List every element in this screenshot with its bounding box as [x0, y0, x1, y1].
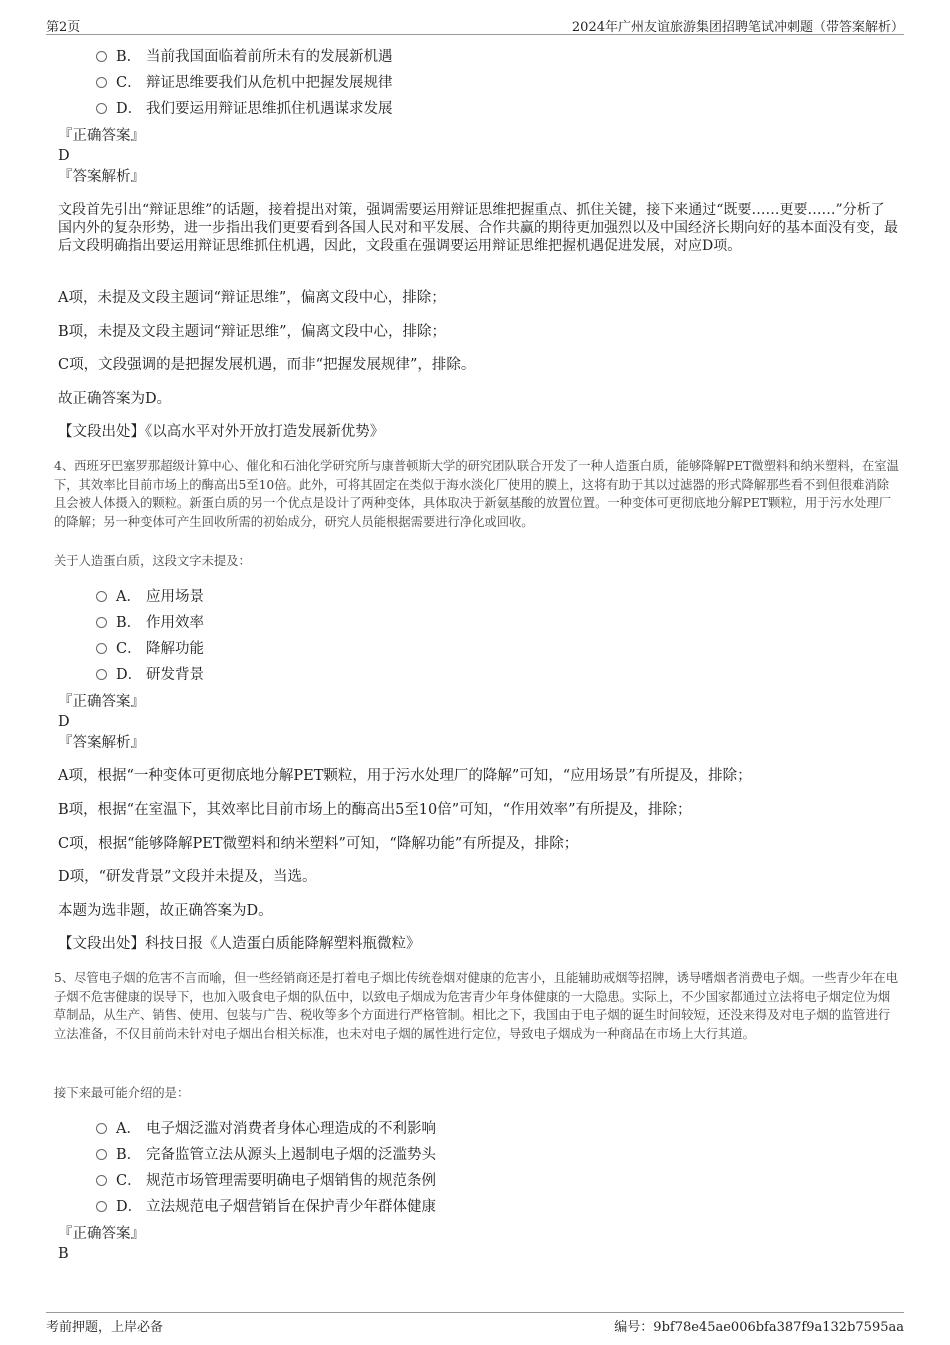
q3-source: 【文段出处】《以高水平对外开放打造发展新优势》	[58, 424, 385, 440]
radio-icon[interactable]	[96, 51, 107, 62]
q5-question: 接下来最可能介绍的是：	[54, 1086, 190, 1100]
q4-stem: 4、西班牙巴塞罗那超级计算中心、催化和石油化学研究所与康普顿斯大学的研究团队联合开发了一种人造蛋白质，能够降解PET微塑料和纳米塑料，在室温下，其效率比目前市场上的酶高出5至10倍。此外，可将其固定在类似于海水淡化厂使用的膜上，这将有助于其以过滤器的形式降解那些看不到但很难消除且会被人体摄入的颗粒。新蛋白质的另一个优点是设计了两种变体，具体取决于新氨基酸的放置位置。一种变体可更彻底地分解PET颗粒，用于污水处理厂的降解；另一种变体可产生回收所需的初始成分，研究人员能根据需要进行净化或回收。	[54, 459, 899, 529]
q3-option-b[interactable]: B． 当前我国面临着前所未有的发展新机遇	[96, 47, 393, 67]
q3-answer: D	[58, 148, 70, 164]
q3-note-c: C项，文段强调的是把握发展机遇，而非“把握发展规律”，排除。	[58, 357, 476, 373]
q5-option-d[interactable]: D． 立法规范电子烟营销旨在保护青少年群体健康	[96, 1197, 436, 1217]
q5-option-b[interactable]: B． 完备监管立法从源头上遏制电子烟的泛滥势头	[96, 1145, 436, 1165]
q3-note-a: A项，未提及文段主题词“辩证思维”，偏离文段中心，排除；	[58, 290, 446, 306]
q5-answer: B	[58, 1246, 69, 1262]
q3-option-c[interactable]: C． 辩证思维要我们从危机中把握发展规律	[96, 73, 393, 93]
q4-note-c: C项，根据“能够降解PET微塑料和纳米塑料”可知，“降解功能”有所提及，排除；	[58, 836, 579, 852]
q3-option-d[interactable]: D． 我们要运用辩证思维抓住机遇谋求发展	[96, 99, 393, 119]
q3-answer-label: 『正确答案』	[58, 128, 145, 144]
radio-icon[interactable]	[96, 103, 107, 114]
radio-icon[interactable]	[96, 77, 107, 88]
radio-icon[interactable]	[96, 643, 107, 654]
q3-analysis-label: 『答案解析』	[58, 169, 145, 185]
q4-option-d[interactable]: D． 研发背景	[96, 665, 204, 685]
q4-answer: D	[58, 714, 70, 730]
q4-answer-label: 『正确答案』	[58, 694, 145, 710]
q3-analysis-text: 文段首先引出“辩证思维”的话题，接着提出对策，强调需要运用辩证思维把握重点、抓住关键，接下来通过“既要……更要……”分析了国内外的复杂形势，进一步指出我们更要看到各国人民对和平发展、合作共赢的期待更加强烈以及中国经济长期向好的基本面没有变，最后文段明确指出要运用辩证思维抓住机遇，因此，文段重在强调要运用辩证思维把握机遇促进发展，对应D项。	[58, 202, 898, 254]
radio-icon[interactable]	[96, 591, 107, 602]
q4-note-b: B项，根据“在室温下，其效率比目前市场上的酶高出5至10倍”可知，“作用效率”有所提及，排除；	[58, 802, 692, 818]
q4-source: 【文段出处】科技日报《人造蛋白质能降解塑料瓶微粒》	[58, 936, 421, 952]
q4-option-b[interactable]: B． 作用效率	[96, 613, 204, 633]
page-number: 第2页	[46, 20, 81, 35]
footer-slogan: 考前押题，上岸必备	[46, 1320, 164, 1335]
radio-icon[interactable]	[96, 669, 107, 680]
q4-note-d: D项，“研发背景”文段并未提及，当选。	[58, 869, 317, 885]
q4-option-a[interactable]: A． 应用场景	[96, 587, 204, 607]
q3-note-b: B项，未提及文段主题词“辩证思维”，偏离文段中心，排除；	[58, 324, 446, 340]
q4-option-c[interactable]: C． 降解功能	[96, 639, 204, 659]
q5-stem: 5、尽管电子烟的危害不言而喻，但一些经销商还是打着电子烟比传统卷烟对健康的危害小，且能辅助戒烟等招牌，诱导嗜烟者消费电子烟。一些青少年在电子烟不危害健康的误导下，也加入吸食电子烟的队伍中，以致电子烟成为危害青少年身体健康的一大隐患。实际上，不少国家都通过立法将电子烟定位为烟草制品，从生产、销售、使用、包装与广告、税收等多个方面进行严格管制。相比之下，我国由于电子烟的诞生时间较短，还没来得及对电子烟的监管进行立法准备，不仅目前尚未针对电子烟出台相关标准，也未对电子烟的属性进行定位，导致电子烟成为一种商品在市场上大行其道。	[54, 971, 899, 1041]
q4-analysis-label: 『答案解析』	[58, 735, 145, 751]
radio-icon[interactable]	[96, 1123, 107, 1134]
q4-conclusion: 本题为选非题，故正确答案为D。	[58, 903, 273, 919]
radio-icon[interactable]	[96, 1149, 107, 1160]
radio-icon[interactable]	[96, 1201, 107, 1212]
q4-question: 关于人造蛋白质，这段文字未提及：	[54, 554, 251, 568]
document-title: 2024年广州友谊旅游集团招聘笔试冲刺题（带答案解析）	[571, 20, 904, 35]
page-footer	[46, 1312, 904, 1337]
q5-answer-label: 『正确答案』	[58, 1226, 145, 1242]
radio-icon[interactable]	[96, 1175, 107, 1186]
document-id: 编号：9bf78e45ae006bfa387f9a132b7595aa	[614, 1320, 904, 1335]
q3-conclusion: 故正确答案为D。	[58, 391, 172, 407]
page-header	[46, 14, 904, 35]
q5-option-c[interactable]: C． 规范市场管理需要明确电子烟销售的规范条例	[96, 1171, 436, 1191]
q4-note-a: A项，根据“一种变体可更彻底地分解PET颗粒，用于污水处理厂的降解”可知，“应用场景”有所提及，排除；	[58, 768, 752, 784]
q5-option-a[interactable]: A． 电子烟泛滥对消费者身体心理造成的不利影响	[96, 1119, 436, 1139]
radio-icon[interactable]	[96, 617, 107, 628]
